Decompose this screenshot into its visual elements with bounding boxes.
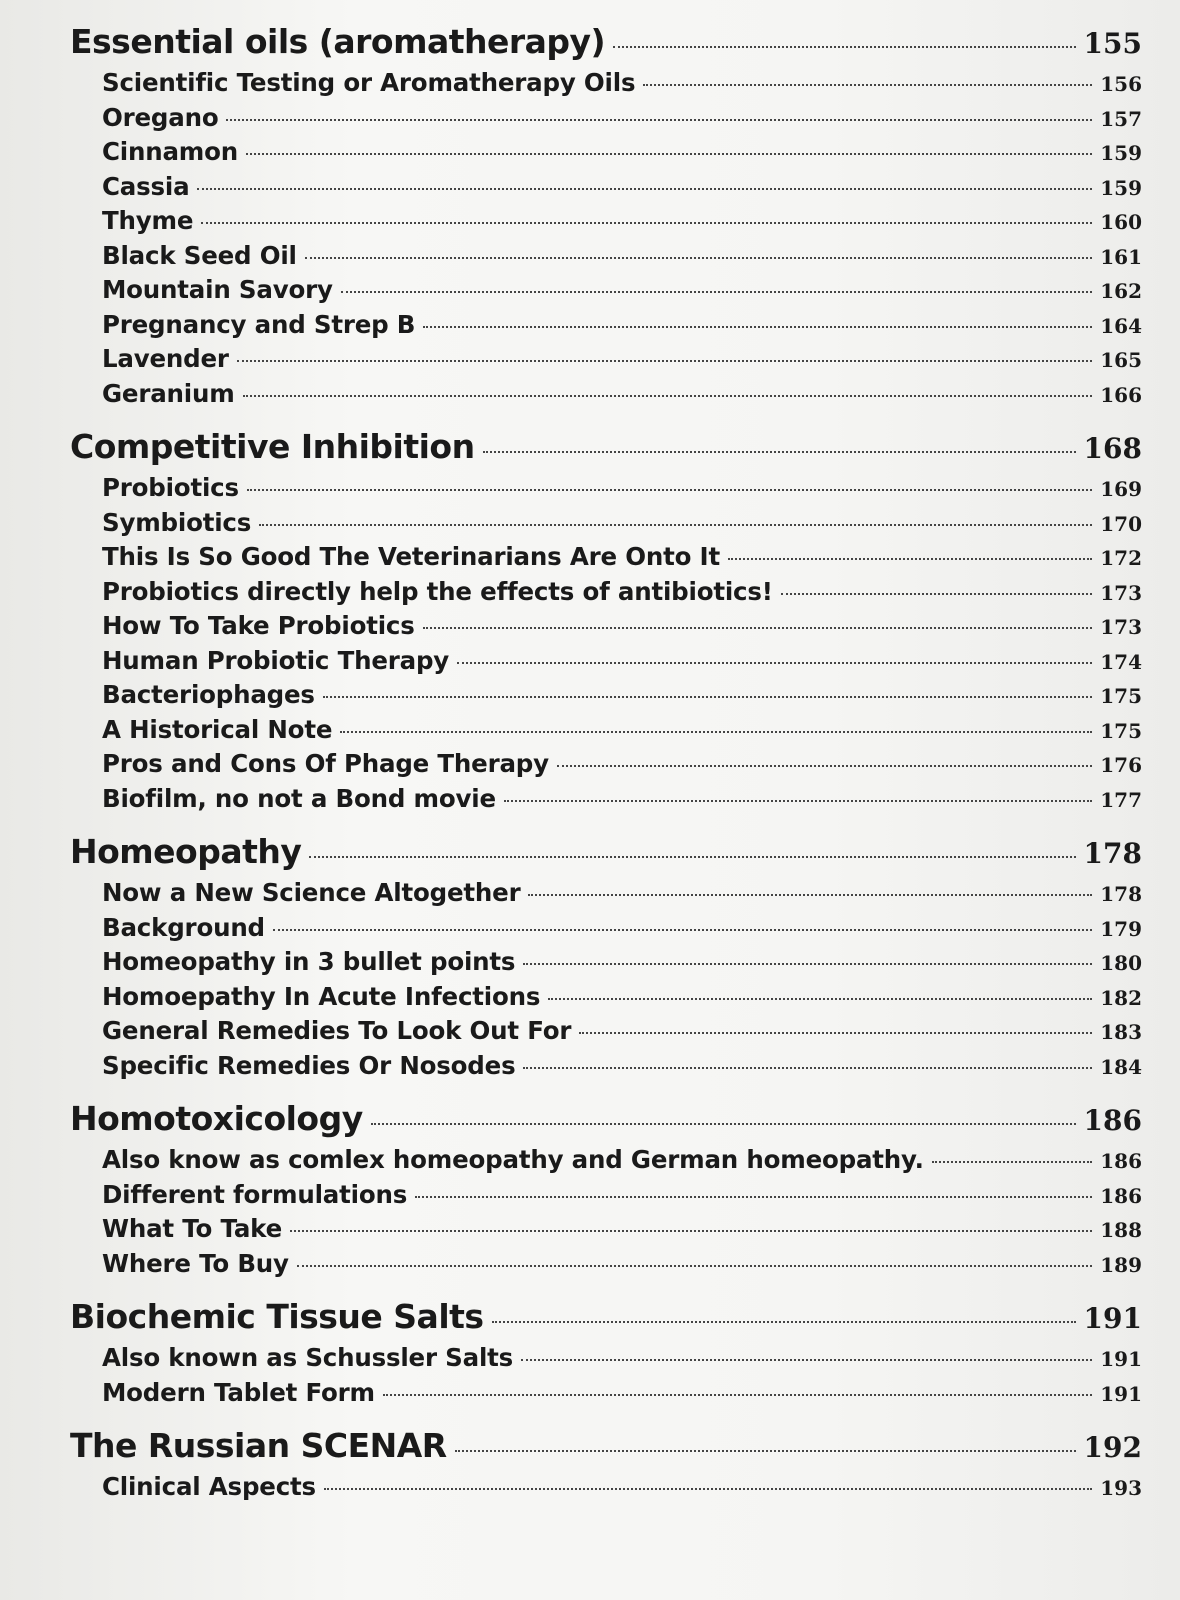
subsection-page-number: 179 (1100, 916, 1142, 941)
subsection-page-number: 172 (1100, 546, 1142, 570)
subsection-page-number: 186 (1100, 1183, 1142, 1208)
subsection-title: Pregnancy and Strep B (102, 309, 416, 339)
dot-leader (492, 1321, 1076, 1323)
toc-subsection-entry[interactable] (70, 1343, 1142, 1378)
dot-leader (297, 1265, 1092, 1267)
dot-leader (457, 662, 1092, 664)
subsection-title: Probiotics directly help the effects of antibiotics! (102, 576, 773, 606)
subsection-page-number: 165 (1100, 348, 1142, 372)
subsection-page-number: 159 (1100, 141, 1142, 165)
subsection-page-number: 176 (1100, 753, 1142, 777)
toc-subsection-entry[interactable] (70, 241, 1142, 276)
toc-section (70, 427, 1142, 818)
subsection-title: Probiotics (102, 473, 239, 502)
subsection-title: Bacteriophages (102, 680, 315, 709)
toc-chapter-entry[interactable] (70, 1099, 1142, 1145)
dot-leader (383, 1394, 1092, 1396)
dot-leader (579, 1032, 1092, 1034)
dot-leader (504, 800, 1092, 802)
subsection-title: Symbiotics (102, 507, 252, 537)
toc-subsection-entry[interactable] (70, 982, 1142, 1017)
chapter-title: Biochemic Tissue Salts (70, 1297, 484, 1336)
toc-subsection-entry[interactable] (70, 172, 1142, 207)
dot-leader (781, 593, 1093, 595)
toc-subsection-entry[interactable] (70, 473, 1142, 508)
subsection-page-number: 173 (1100, 615, 1142, 639)
subsection-title: Lavender (102, 344, 229, 373)
toc-subsection-entry[interactable] (70, 1249, 1142, 1284)
toc-subsection-entry[interactable] (70, 1051, 1142, 1086)
dot-leader (528, 894, 1092, 896)
subsection-page-number: 161 (1100, 244, 1142, 269)
toc-subsection-entry[interactable] (70, 275, 1142, 310)
chapter-page-number: 186 (1083, 1104, 1142, 1137)
dot-leader (423, 326, 1092, 328)
subsection-list (70, 1343, 1142, 1412)
subsection-page-number: 193 (1100, 1476, 1142, 1500)
subsection-title: Pros and Cons Of Phage Therapy (102, 749, 549, 778)
subsection-title: Mountain Savory (102, 275, 333, 304)
subsection-page-number: 189 (1100, 1252, 1142, 1277)
subsection-title: Geranium (102, 378, 235, 408)
toc-section (70, 1297, 1142, 1412)
subsection-title: Biofilm, no not a Bond movie (102, 783, 496, 813)
subsection-title: What To Take (102, 1214, 282, 1243)
dot-leader (259, 524, 1092, 526)
subsection-page-number: 173 (1100, 580, 1142, 605)
subsection-title: How To Take Probiotics (102, 611, 415, 640)
dot-leader (309, 856, 1075, 858)
subsection-title: A Historical Note (102, 714, 333, 744)
toc-subsection-entry[interactable] (70, 310, 1142, 345)
subsection-page-number: 174 (1100, 649, 1142, 674)
subsection-page-number: 178 (1100, 882, 1142, 906)
subsection-title: Modern Tablet Form (102, 1377, 375, 1407)
dot-leader (423, 627, 1093, 629)
subsection-page-number: 156 (1100, 72, 1142, 96)
toc-chapter-entry[interactable] (70, 832, 1142, 878)
chapter-page-number: 191 (1083, 1302, 1142, 1335)
subsection-title: Black Seed Oil (102, 240, 297, 270)
subsection-list (70, 1472, 1142, 1507)
dot-leader (201, 222, 1092, 224)
toc-subsection-entry[interactable] (70, 878, 1142, 913)
subsection-page-number: 166 (1100, 382, 1142, 407)
toc-subsection-entry[interactable] (70, 646, 1142, 681)
dot-leader (323, 696, 1092, 698)
subsection-page-number: 169 (1100, 477, 1142, 501)
chapter-page-number: 155 (1083, 27, 1142, 60)
toc-subsection-entry[interactable] (70, 611, 1142, 646)
toc-chapter-entry[interactable] (70, 1297, 1142, 1343)
subsection-page-number: 188 (1100, 1218, 1142, 1242)
toc-section (70, 832, 1142, 1085)
dot-leader (247, 489, 1092, 491)
dot-leader (290, 1230, 1092, 1232)
subsection-page-number: 164 (1100, 313, 1142, 338)
chapter-title: The Russian SCENAR (70, 1426, 447, 1465)
dot-leader (728, 558, 1092, 560)
toc-subsection-entry[interactable] (70, 206, 1142, 241)
toc-section (70, 1099, 1142, 1283)
subsection-title: Oregano (102, 102, 219, 132)
subsection-title: Where To Buy (102, 1248, 289, 1278)
subsection-page-number: 183 (1100, 1020, 1142, 1044)
toc-subsection-entry[interactable] (70, 508, 1142, 543)
subsection-title: Scientific Testing or Aromatherapy Oils (102, 68, 636, 97)
toc-subsection-entry[interactable] (70, 913, 1142, 948)
toc-subsection-entry[interactable] (70, 784, 1142, 819)
dot-leader (548, 998, 1092, 1000)
dot-leader (243, 395, 1093, 397)
dot-leader (197, 188, 1092, 190)
subsection-title: Background (102, 912, 265, 942)
toc-subsection-entry[interactable] (70, 1180, 1142, 1215)
dot-leader (643, 84, 1092, 86)
subsection-title: Specific Remedies Or Nosodes (102, 1050, 516, 1080)
dot-leader (557, 765, 1092, 767)
chapter-title: Essential oils (aromatherapy) (70, 22, 606, 61)
dot-leader (523, 1067, 1092, 1069)
toc-subsection-entry[interactable] (70, 1214, 1142, 1249)
chapter-page-number: 192 (1083, 1431, 1142, 1464)
toc-chapter-entry[interactable] (70, 427, 1142, 473)
toc-subsection-entry[interactable] (70, 947, 1142, 982)
subsection-list (70, 68, 1142, 413)
subsection-page-number: 162 (1100, 279, 1142, 303)
dot-leader (932, 1161, 1093, 1163)
toc-subsection-entry[interactable] (70, 1145, 1142, 1180)
toc-subsection-entry[interactable] (70, 137, 1142, 172)
subsection-title: Also know as comlex homeopathy and German homeopathy. (102, 1145, 924, 1174)
subsection-page-number: 186 (1100, 1149, 1142, 1173)
toc-subsection-entry[interactable] (70, 680, 1142, 715)
subsection-list (70, 878, 1142, 1085)
subsection-page-number: 170 (1100, 511, 1142, 536)
subsection-list (70, 1145, 1142, 1283)
toc-subsection-entry[interactable] (70, 1472, 1142, 1507)
dot-leader (613, 46, 1075, 48)
subsection-page-number: 175 (1100, 718, 1142, 743)
subsection-page-number: 182 (1100, 985, 1142, 1010)
dot-leader (521, 1359, 1092, 1361)
subsection-title: Cassia (102, 171, 190, 201)
toc-subsection-entry[interactable] (70, 749, 1142, 784)
subsection-page-number: 157 (1100, 106, 1142, 131)
subsection-list (70, 473, 1142, 818)
subsection-page-number: 177 (1100, 787, 1142, 812)
subsection-page-number: 159 (1100, 175, 1142, 200)
subsection-title: This Is So Good The Veterinarians Are Onto It (102, 542, 720, 571)
dot-leader (455, 1450, 1076, 1452)
subsection-title: Also known as Schussler Salts (102, 1343, 514, 1372)
subsection-title: Homoepathy In Acute Infections (102, 981, 541, 1011)
toc-subsection-entry[interactable] (70, 103, 1142, 138)
toc-subsection-entry[interactable] (70, 1378, 1142, 1413)
subsection-page-number: 160 (1100, 210, 1142, 234)
dot-leader (341, 291, 1093, 293)
subsection-page-number: 175 (1100, 684, 1142, 708)
subsection-title: Thyme (102, 206, 194, 235)
subsection-title: General Remedies To Look Out For (102, 1016, 572, 1045)
dot-leader (415, 1196, 1092, 1198)
toc-subsection-entry[interactable] (70, 68, 1142, 103)
dot-leader (305, 257, 1093, 259)
subsection-title: Different formulations (102, 1179, 408, 1209)
dot-leader (246, 153, 1092, 155)
dot-leader (324, 1488, 1092, 1490)
dot-leader (226, 119, 1092, 121)
dot-leader (371, 1123, 1076, 1125)
subsection-title: Now a New Science Altogether (102, 878, 521, 907)
chapter-title: Homotoxicology (70, 1099, 363, 1138)
subsection-page-number: 191 (1100, 1347, 1142, 1371)
toc-subsection-entry[interactable] (70, 715, 1142, 750)
dot-leader (340, 731, 1092, 733)
chapter-title: Competitive Inhibition (70, 427, 475, 466)
toc-subsection-entry[interactable] (70, 542, 1142, 577)
dot-leader (523, 963, 1092, 965)
toc-subsection-entry[interactable] (70, 379, 1142, 414)
subsection-page-number: 180 (1100, 951, 1142, 975)
subsection-title: Homeopathy in 3 bullet points (102, 947, 516, 976)
subsection-page-number: 191 (1100, 1381, 1142, 1406)
toc-section (70, 22, 1142, 413)
chapter-page-number: 168 (1083, 432, 1142, 465)
toc-chapter-entry[interactable] (70, 22, 1142, 68)
table-of-contents (70, 22, 1142, 1507)
dot-leader (273, 929, 1092, 931)
dot-leader (237, 360, 1092, 362)
dot-leader (483, 451, 1076, 453)
toc-subsection-entry[interactable] (70, 344, 1142, 379)
subsection-title: Clinical Aspects (102, 1472, 316, 1501)
subsection-page-number: 184 (1100, 1054, 1142, 1079)
toc-subsection-entry[interactable] (70, 1016, 1142, 1051)
subsection-title: Cinnamon (102, 137, 238, 166)
toc-subsection-entry[interactable] (70, 577, 1142, 612)
subsection-title: Human Probiotic Therapy (102, 645, 450, 675)
chapter-page-number: 178 (1083, 837, 1142, 870)
toc-section (70, 1426, 1142, 1507)
chapter-title: Homeopathy (70, 832, 302, 871)
toc-chapter-entry[interactable] (70, 1426, 1142, 1472)
